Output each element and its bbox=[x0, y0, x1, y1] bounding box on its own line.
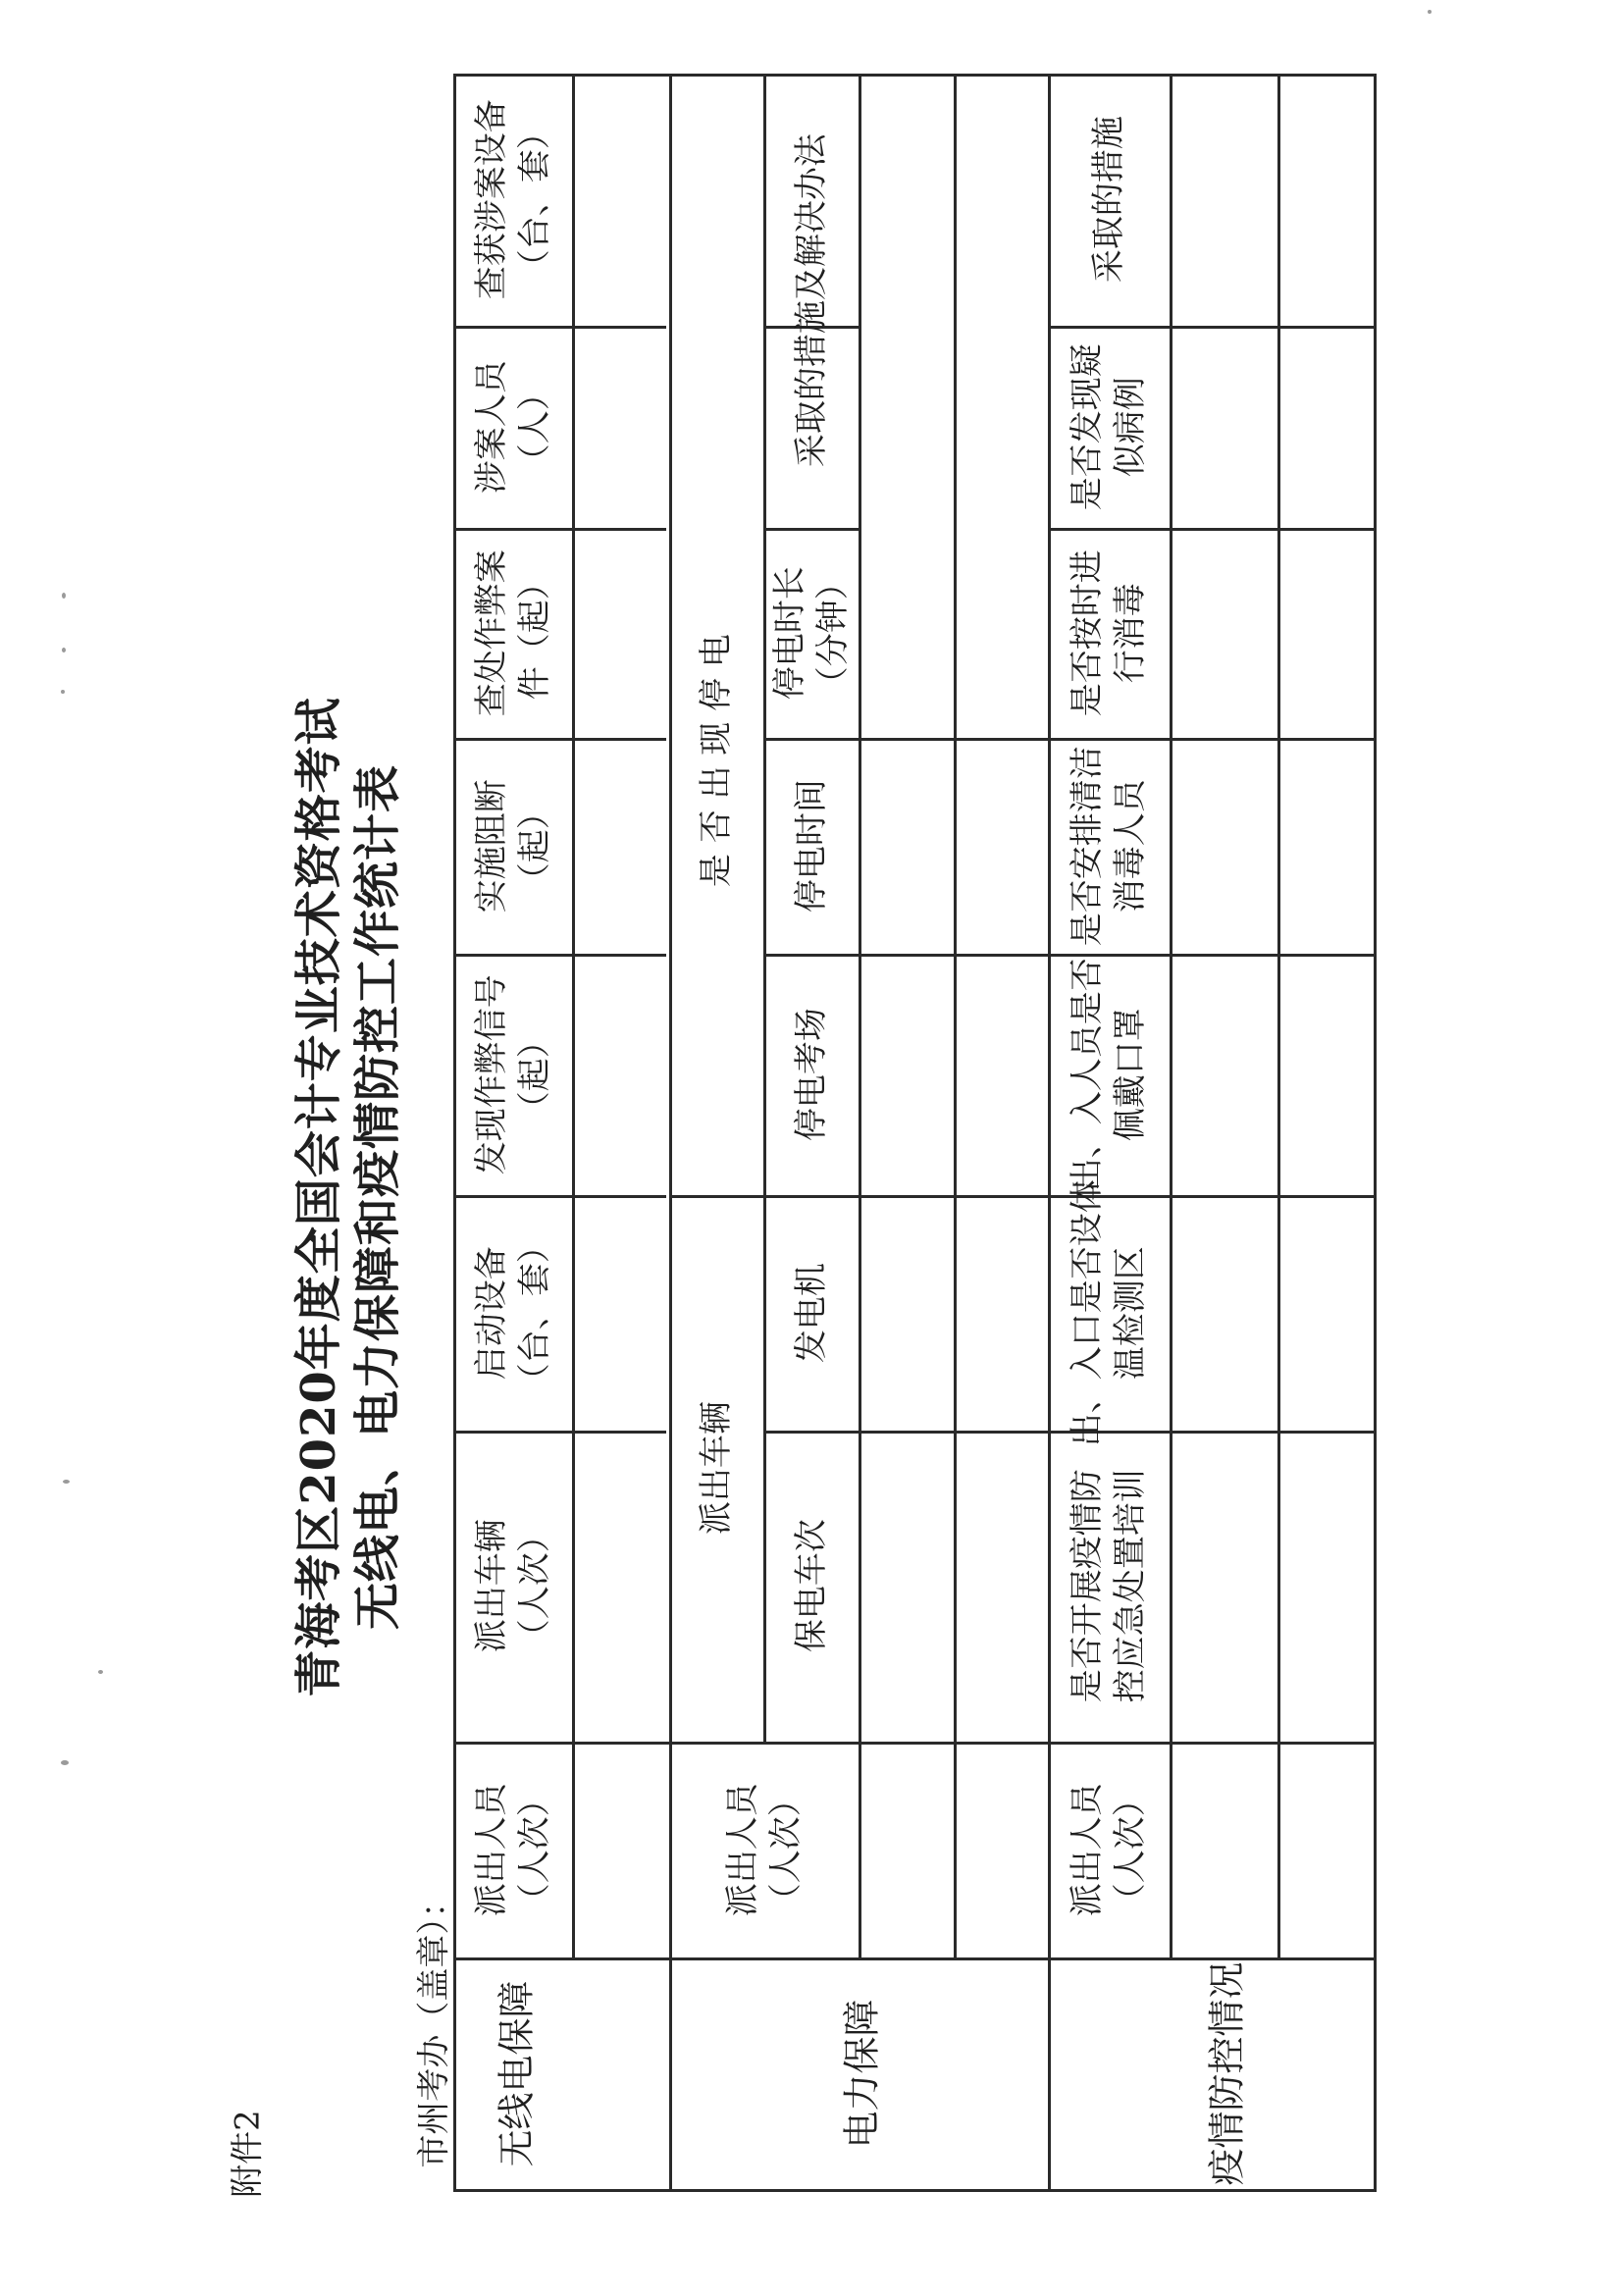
epidemic-header-suspected-cases: 是否发现疑 似病例 bbox=[1067, 343, 1150, 510]
scan-speck bbox=[1428, 10, 1432, 14]
document-title bbox=[285, 677, 412, 1717]
radio-header-seized-devices: 查获涉案设备 （台、套） bbox=[471, 99, 554, 300]
power-section-label: 电力保障 bbox=[840, 1998, 884, 2149]
scan-speck bbox=[63, 1480, 70, 1484]
power-header-vehicles: 派出车辆 bbox=[696, 1401, 736, 1536]
epidemic-header-disinfection: 是否按时进 行消毒 bbox=[1067, 549, 1150, 716]
radio-header-staff: 派出人员 （人次） bbox=[471, 1783, 554, 1916]
scan-speck bbox=[62, 593, 66, 599]
title-line-2: 无线电、电力保障和疫情防控工作统计表 bbox=[350, 763, 406, 1631]
scan-speck bbox=[62, 648, 66, 652]
unit-seal-label: 市州考办（盖章）： bbox=[413, 1884, 453, 2168]
radio-header-signals: 发现作弊信号 （起） bbox=[471, 974, 554, 1174]
radio-section-label: 无线电保障 bbox=[495, 1979, 539, 2167]
radio-header-persons: 涉案人员 （人） bbox=[471, 360, 554, 494]
radio-header-equipment: 启动设备 （台、套） bbox=[471, 1229, 554, 1396]
power-subheader-outage-duration: 停电时长 （分钟） bbox=[769, 566, 853, 700]
epidemic-section-label: 疫情防控情况 bbox=[1205, 1960, 1249, 2186]
radio-header-cases: 查处作弊案 件（起） bbox=[471, 549, 554, 716]
epidemic-header-temperature-zone: 出、入口是否设体 温检测区 bbox=[1067, 1179, 1150, 1446]
power-subheader-trips: 保电车次 bbox=[791, 1519, 831, 1653]
epidemic-header-staff: 派出人员 （人次） bbox=[1067, 1783, 1150, 1916]
epidemic-header-measures: 采取的措施 bbox=[1088, 116, 1128, 284]
scan-speck bbox=[61, 1760, 69, 1765]
epidemic-header-training: 是否开展疫情防 控应急处置培训 bbox=[1067, 1469, 1150, 1703]
power-subheader-outage-room: 停电考场 bbox=[791, 1008, 831, 1141]
radio-header-blocked: 实施阻断 （起） bbox=[471, 779, 554, 913]
scan-speck bbox=[98, 1670, 103, 1674]
power-subheader-measures: 采取的措施及解决办法 bbox=[791, 133, 831, 468]
power-header-outage: 是 否 出 现 停 电 bbox=[696, 633, 736, 888]
title-line-1: 青海考区2020年度全国会计专业技术资格考试 bbox=[291, 697, 347, 1697]
epidemic-header-cleaning-staff: 是否安排清洁 消毒人员 bbox=[1067, 746, 1150, 946]
radio-header-vehicles: 派出车辆 （人次） bbox=[471, 1519, 554, 1653]
scan-speck bbox=[61, 690, 65, 694]
attachment-label: 附件2 bbox=[228, 2110, 268, 2198]
power-subheader-outage-time: 停电时间 bbox=[791, 779, 831, 913]
power-subheader-generator: 发电机 bbox=[791, 1263, 831, 1363]
power-header-staff: 派出人员 （人次） bbox=[722, 1783, 806, 1916]
epidemic-header-masks: 出、入人员是否 佩戴口罩 bbox=[1067, 958, 1150, 1191]
